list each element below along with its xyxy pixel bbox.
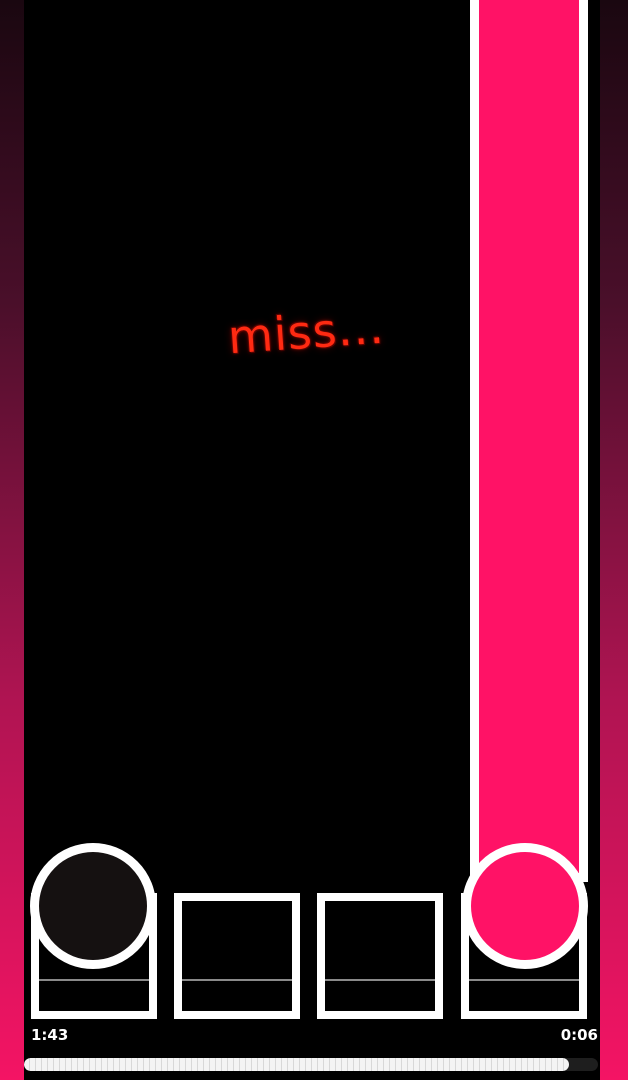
hold-note-head-lane-4 bbox=[462, 843, 588, 969]
hit-line bbox=[469, 979, 579, 981]
lane-3-receptor[interactable] bbox=[317, 893, 443, 1019]
hit-line bbox=[39, 979, 149, 981]
right-edge-gradient bbox=[600, 0, 628, 1080]
tap-note-lane-1 bbox=[30, 843, 156, 969]
remaining-time: 0:06 bbox=[560, 1026, 598, 1044]
song-progress-fill bbox=[24, 1058, 569, 1071]
song-progress-bar bbox=[24, 1058, 598, 1071]
hit-line bbox=[182, 979, 292, 981]
elapsed-time: 1:43 bbox=[31, 1026, 69, 1044]
left-edge-gradient bbox=[0, 0, 24, 1080]
hold-note-lane-4 bbox=[470, 0, 588, 882]
lane-2-receptor[interactable] bbox=[174, 893, 300, 1019]
judgement-text: miss... bbox=[226, 299, 387, 365]
hit-line bbox=[325, 979, 435, 981]
